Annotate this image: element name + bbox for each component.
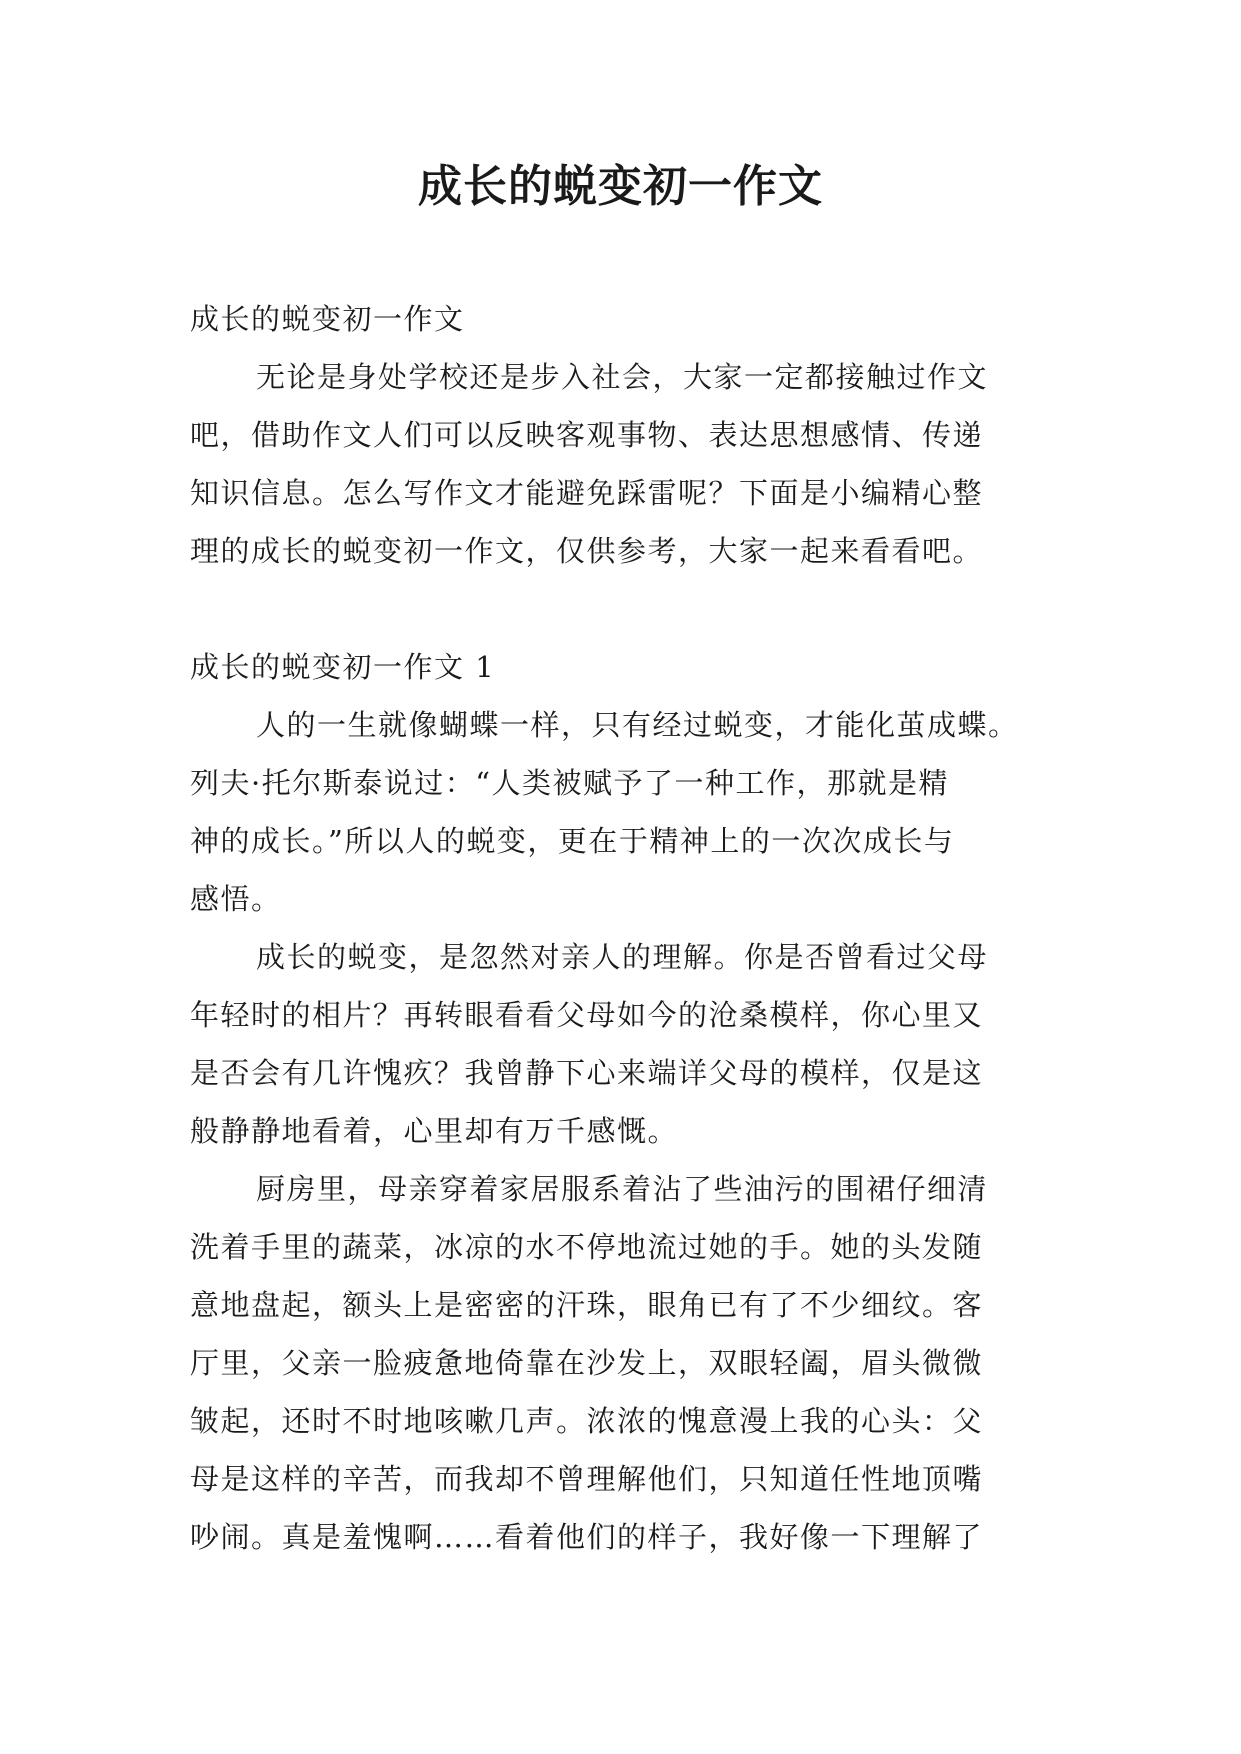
- paragraph-line: 厅里，父亲一脸疲惫地倚靠在沙发上，双眼轻阖，眉头微微: [190, 1346, 984, 1380]
- document-body: [190, 290, 1050, 1566]
- paragraph-line: 人的一生就像蝴蝶一样，只有经过蜕变，才能化茧成蝶。: [256, 708, 1019, 742]
- intro-line: 知识信息。怎么写作文才能避免踩雷呢？下面是小编精心整: [190, 476, 984, 510]
- paragraph-line: 皱起，还时不时地咳嗽几声。浓浓的愧意漫上我的心头：父: [190, 1404, 984, 1438]
- document-title: 成长的蜕变初一作文: [418, 161, 823, 212]
- paragraph-line: 感悟。: [190, 882, 282, 916]
- paragraph-line: 成长的蜕变，是忽然对亲人的理解。你是否曾看过父母: [256, 940, 989, 974]
- intro-heading: 成长的蜕变初一作文: [190, 302, 465, 336]
- paragraph-line: 吵闹。真是羞愧啊……看着他们的样子，我好像一下理解了: [190, 1520, 984, 1554]
- paragraph-line: 洗着手里的蔬菜，冰凉的水不停地流过她的手。她的头发随: [190, 1230, 984, 1264]
- essay-heading: 成长的蜕变初一作文 1: [190, 650, 496, 684]
- paragraph-line: 神的成长。”所以人的蜕变，更在于精神上的一次次成长与: [190, 824, 955, 858]
- paragraph-line: 意地盘起，额头上是密密的汗珠，眼角已有了不少细纹。客: [190, 1288, 984, 1322]
- paragraph-line: 列夫·托尔斯泰说过：“人类被赋予了一种工作，那就是精: [190, 766, 950, 800]
- intro-line: 无论是身处学校还是步入社会，大家一定都接触过作文: [256, 360, 989, 394]
- paragraph-line: 般静静地看着，心里却有万千感慨。: [190, 1114, 679, 1148]
- paragraph-line: 是否会有几许愧疚？我曾静下心来端详父母的模样，仅是这: [190, 1056, 984, 1090]
- paragraph-line: 母是这样的辛苦，而我却不曾理解他们，只知道任性地顶嘴: [190, 1462, 984, 1496]
- intro-line: 吧，借助作文人们可以反映客观事物、表达思想感情、传递: [190, 418, 984, 452]
- paragraph-line: 厨房里，母亲穿着家居服系着沾了些油污的围裙仔细清: [256, 1172, 989, 1206]
- section-spacer: [190, 580, 1050, 638]
- paragraph-line: 年轻时的相片？再转眼看看父母如今的沧桑模样，你心里又: [190, 998, 984, 1032]
- intro-line: 理的成长的蜕变初一作文，仅供参考，大家一起来看看吧。: [190, 534, 984, 568]
